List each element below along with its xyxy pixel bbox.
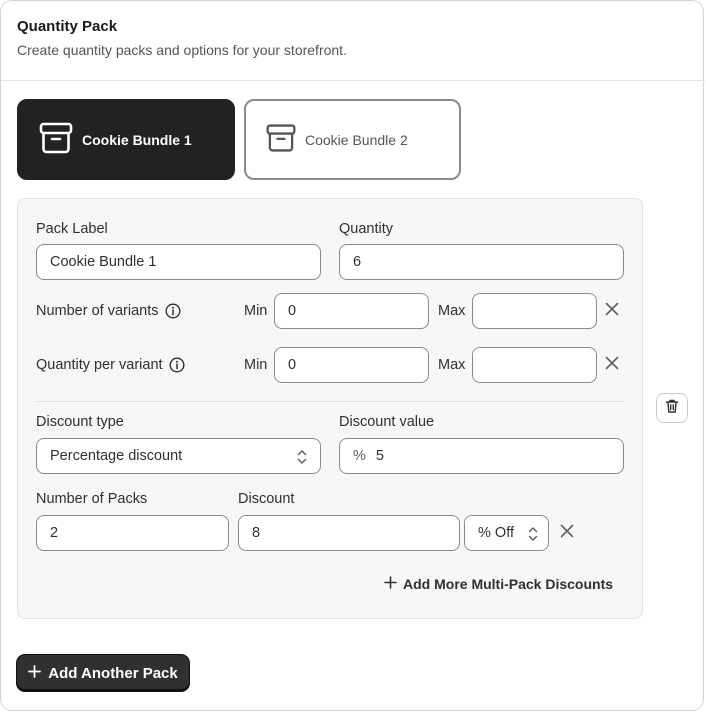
section-divider xyxy=(36,401,624,402)
add-more-discounts-button[interactable] xyxy=(384,576,613,592)
variants-min-label: Min xyxy=(244,303,268,319)
close-icon[interactable] xyxy=(558,522,576,540)
discount-type-title: Discount type xyxy=(36,414,124,430)
delete-pack-button[interactable] xyxy=(656,393,688,423)
plus-icon xyxy=(28,665,41,682)
select-arrows-icon xyxy=(296,448,308,470)
bundle-tab-2[interactable] xyxy=(244,99,461,180)
bundle-tab-label: Cookie Bundle 1 xyxy=(82,131,192,148)
box-icon xyxy=(38,120,74,159)
variants-row-label xyxy=(36,302,181,320)
quantity-input[interactable]: 6 xyxy=(339,244,624,280)
variants-max-input[interactable] xyxy=(472,293,597,329)
box-icon xyxy=(265,122,297,157)
add-pack-label: Add Another Pack xyxy=(48,664,178,682)
variants-min-input[interactable]: 0 xyxy=(274,293,429,329)
discount-title: Discount xyxy=(238,491,295,507)
bundle-tab-1[interactable] xyxy=(17,99,235,180)
discount-type-select[interactable] xyxy=(36,438,321,474)
discount-amount-input[interactable]: 8 xyxy=(238,515,460,551)
qpv-max-label: Max xyxy=(438,357,466,373)
info-icon[interactable] xyxy=(169,357,185,373)
bundle-tab-label: Cookie Bundle 2 xyxy=(305,131,408,148)
close-icon[interactable] xyxy=(603,300,621,318)
discount-unit-value: % Off xyxy=(478,525,514,541)
num-packs-input[interactable]: 2 xyxy=(36,515,229,551)
pack-label-input[interactable]: Cookie Bundle 1 xyxy=(36,244,321,280)
qpv-row-label xyxy=(36,356,185,374)
percent-prefix: % xyxy=(353,448,366,464)
close-icon[interactable] xyxy=(603,354,621,372)
plus-icon xyxy=(384,576,397,592)
qpv-min-input[interactable]: 0 xyxy=(274,347,429,383)
discount-value-input[interactable] xyxy=(339,438,624,474)
info-icon[interactable] xyxy=(165,303,181,319)
num-packs-title: Number of Packs xyxy=(36,491,148,507)
header-divider xyxy=(1,80,705,81)
select-arrows-icon xyxy=(527,525,539,547)
variants-max-label: Max xyxy=(438,303,466,319)
qpv-max-input[interactable] xyxy=(472,347,597,383)
variants-title: Number of variants xyxy=(36,303,159,319)
pack-label-title: Pack Label xyxy=(36,221,108,237)
add-more-label: Add More Multi-Pack Discounts xyxy=(403,576,614,592)
discount-value-title: Discount value xyxy=(339,414,435,430)
qpv-min-label: Min xyxy=(244,357,268,373)
page-subtitle: Create quantity packs and options for your storefront. xyxy=(17,42,347,58)
pack-settings-panel xyxy=(17,198,643,619)
add-another-pack-button[interactable] xyxy=(17,655,189,691)
page-title: Quantity Pack xyxy=(17,18,118,35)
quantity-title: Quantity xyxy=(339,221,393,237)
card-header xyxy=(17,17,347,59)
discount-unit-select[interactable] xyxy=(464,515,549,551)
discount-value: 5 xyxy=(375,448,384,464)
discount-type-value: Percentage discount xyxy=(50,448,183,464)
trash-icon xyxy=(664,398,680,419)
qpv-title: Quantity per variant xyxy=(36,357,163,373)
